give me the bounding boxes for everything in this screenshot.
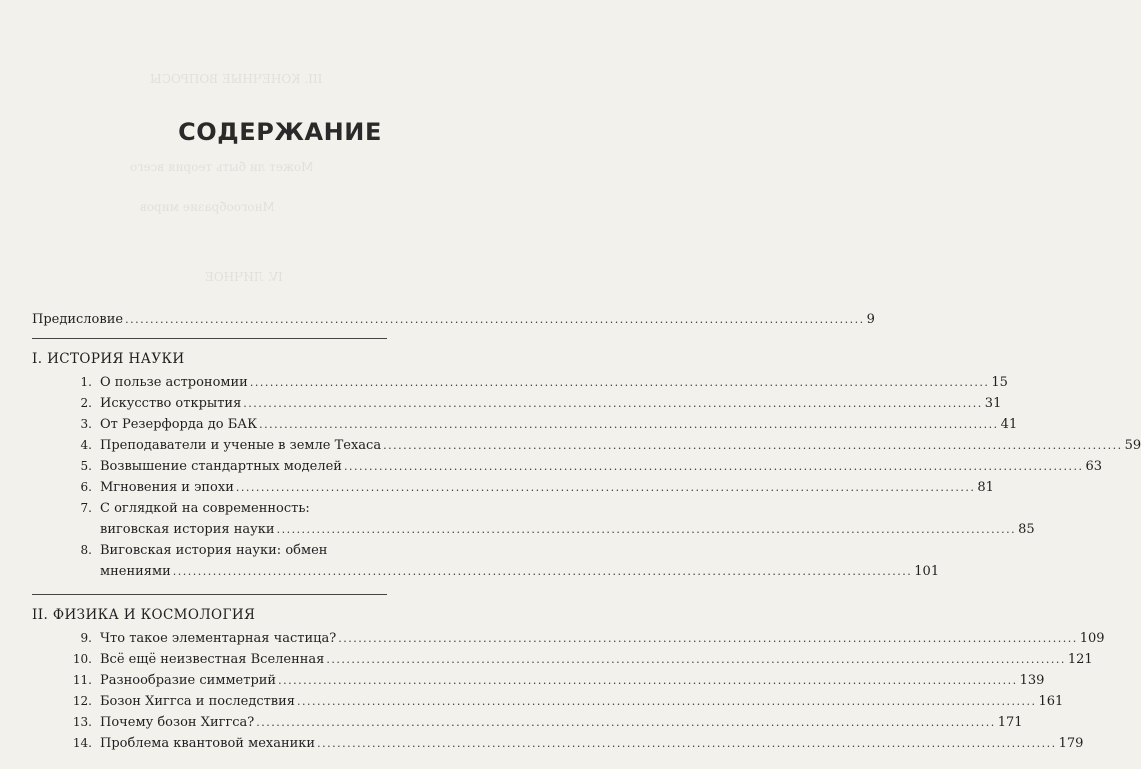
entry-number: 9.: [80, 631, 92, 645]
entry-title: Предисловие: [32, 312, 124, 327]
entry-number: 12.: [72, 694, 92, 708]
entry-number: 11.: [72, 673, 92, 687]
toc-entry[interactable]: [32, 733, 1084, 754]
section-heading: I. ИСТОРИЯ НАУКИ: [32, 351, 185, 367]
leader-dots: [344, 456, 1084, 477]
show-through-text: III. КОНЕЧНЫЕ ВОПРОСЫ: [150, 72, 323, 86]
leader-dots: [383, 435, 1123, 456]
toc-entry[interactable]: [32, 372, 1008, 393]
toc-entry[interactable]: [32, 414, 1018, 435]
entry-number: 6.: [80, 480, 92, 494]
page-number: 31: [984, 396, 1002, 411]
page-number: 139: [1019, 673, 1045, 688]
toc-entry[interactable]: [32, 649, 1093, 670]
page-number: 41: [1000, 417, 1018, 432]
toc-entry[interactable]: [32, 456, 1103, 477]
table-of-contents: [32, 309, 1141, 754]
section-divider: [32, 338, 387, 339]
entry-number: 13.: [72, 715, 92, 729]
leader-dots: [297, 691, 1037, 712]
leader-dots: [173, 561, 913, 582]
page-number: 9: [866, 312, 875, 327]
leader-dots: [278, 670, 1018, 691]
page-number: 171: [997, 715, 1023, 730]
page-number: 63: [1085, 459, 1103, 474]
toc-entry[interactable]: [32, 670, 1045, 691]
leader-dots: [125, 309, 865, 330]
section-divider: [32, 594, 387, 595]
leader-dots: [277, 519, 1017, 540]
entry-number: 7.: [80, 501, 92, 515]
entry-number: 3.: [80, 417, 92, 431]
toc-entry[interactable]: [32, 691, 1064, 712]
page-number: 109: [1079, 631, 1105, 646]
entry-title: Преподаватели и ученые в земле Техаса: [100, 438, 382, 453]
entry-title-line: С оглядкой на современность:: [100, 501, 310, 516]
entry-title: От Резерфорда до БАК: [100, 417, 258, 432]
entry-title-line: Виговская история науки: обмен: [100, 543, 328, 558]
page-number: 85: [1018, 522, 1035, 537]
toc-entry[interactable]: [32, 393, 1002, 414]
page-number: 81: [977, 480, 994, 495]
leader-dots: [317, 733, 1057, 754]
page-number: 15: [991, 375, 1008, 390]
entry-title: Что такое элементарная частица?: [100, 631, 337, 646]
toc-entry[interactable]: [32, 498, 1035, 540]
leader-dots: [326, 649, 1066, 670]
leader-dots: [338, 628, 1078, 649]
show-through-text: Может ли быть теория всего: [130, 160, 314, 174]
page-number: 121: [1067, 652, 1093, 667]
toc-entry[interactable]: [32, 540, 940, 582]
entry-title: Всё ещё неизвестная Вселенная: [100, 652, 325, 667]
show-through-text: Многообразие миров: [140, 200, 275, 214]
leader-dots: [256, 712, 996, 733]
entry-title: Проблема квантовой механики: [100, 736, 316, 751]
entry-title: О пользе астрономии: [100, 375, 248, 390]
leader-dots: [243, 393, 983, 414]
page-title: СОДЕРЖАНИЕ: [178, 118, 382, 146]
toc-entry-preface[interactable]: [32, 309, 875, 330]
entry-title: Возвышение стандартных моделей: [100, 459, 342, 474]
entry-title: Мгновения и эпохи: [100, 480, 234, 495]
toc-entry[interactable]: [32, 628, 1105, 649]
page-number: 59: [1124, 438, 1141, 453]
section-heading: II. ФИЗИКА И КОСМОЛОГИЯ: [32, 607, 256, 623]
toc-entry[interactable]: [32, 435, 1141, 456]
entry-title: Разнообразие симметрий: [100, 673, 277, 688]
page-number: 161: [1038, 694, 1064, 709]
entry-number: 2.: [80, 396, 92, 410]
page-number: 179: [1058, 736, 1084, 751]
leader-dots: [259, 414, 999, 435]
page-number: 101: [914, 564, 940, 579]
entry-title: Почему бозон Хиггса?: [100, 715, 255, 730]
entry-number: 10.: [72, 652, 92, 666]
entry-title: Бозон Хиггса и последствия: [100, 694, 295, 709]
show-through-text: IV. ЛИЧНОЕ: [205, 270, 283, 284]
toc-entry[interactable]: [32, 477, 994, 498]
entry-title: Искусство открытия: [100, 396, 242, 411]
entry-number: 4.: [80, 438, 92, 452]
entry-number: 5.: [80, 459, 92, 473]
toc-entry[interactable]: [32, 712, 1023, 733]
entry-number: 1.: [80, 375, 92, 389]
leader-dots: [236, 477, 976, 498]
entry-title-line: мнениями: [100, 564, 171, 579]
entry-title-line: виговская история науки: [100, 522, 275, 537]
entry-number: 14.: [72, 736, 92, 750]
entry-number: 8.: [80, 543, 92, 557]
leader-dots: [250, 372, 990, 393]
